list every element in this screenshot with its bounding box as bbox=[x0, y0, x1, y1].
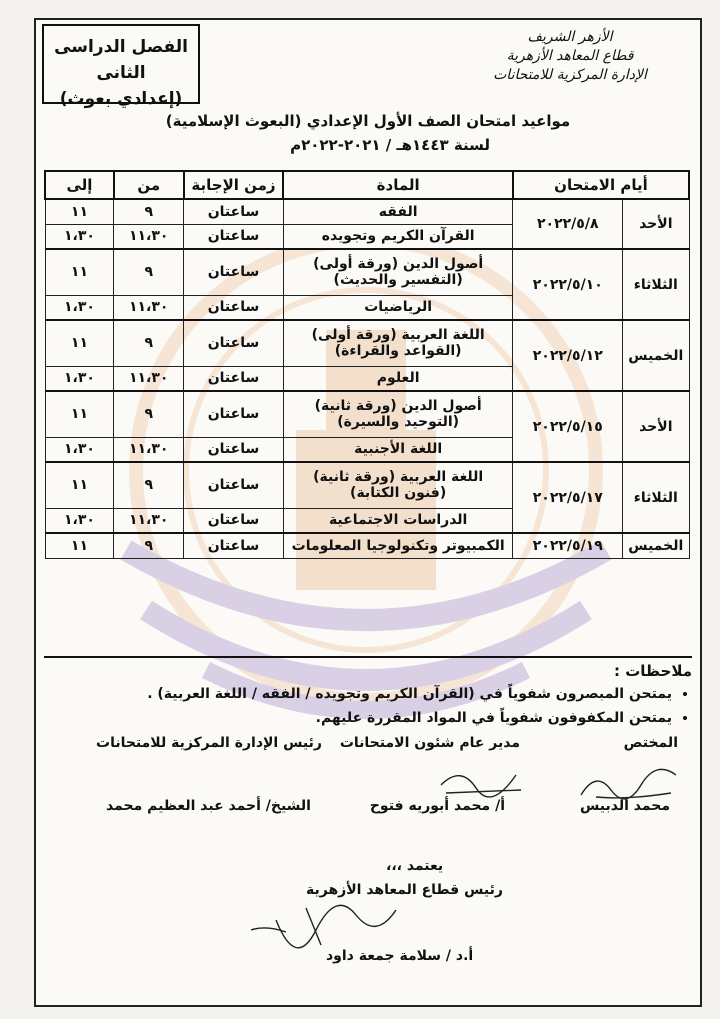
from-cell: ١١،٣٠ bbox=[114, 508, 184, 533]
subject-cell bbox=[283, 249, 513, 295]
exam-date: ٢٠٢٢/٥/١٢ bbox=[513, 320, 623, 391]
exam-date: ٢٠٢٢/٥/١٩ bbox=[513, 533, 623, 558]
to-cell: ١،٣٠ bbox=[45, 224, 114, 249]
page-subtitle: لسنة ١٤٤٣هـ / ٢٠٢١-٢٠٢٢م bbox=[290, 136, 490, 154]
term-label: الفصل الدراسى الثانى bbox=[54, 37, 188, 83]
duration-cell: ساعتان bbox=[184, 462, 284, 508]
schedule-table bbox=[44, 170, 690, 559]
col-subject: المادة bbox=[283, 171, 513, 199]
from-cell: ٩ bbox=[114, 249, 184, 295]
exam-date: ٢٠٢٢/٥/١٥ bbox=[513, 391, 623, 462]
sector-signature bbox=[246, 900, 406, 950]
duration-cell: ساعتان bbox=[184, 295, 284, 320]
notes-heading: ملاحظات : bbox=[613, 662, 692, 680]
to-cell: ١١ bbox=[45, 533, 114, 558]
note-item: • يمتحن المكفوفون شفوياً في المواد المقررة عليهم. bbox=[44, 706, 672, 730]
to-cell: ١١ bbox=[45, 462, 114, 508]
duration-cell: ساعتان bbox=[184, 199, 284, 224]
exam-day: الأحد bbox=[623, 391, 689, 462]
from-cell: ٩ bbox=[114, 199, 184, 224]
sector-name: أ.د / سلامة جمعة داود bbox=[326, 948, 474, 964]
col-from: من bbox=[114, 171, 184, 199]
table-row bbox=[45, 391, 689, 437]
director-signature bbox=[436, 760, 526, 800]
subject-line: العلوم bbox=[376, 370, 420, 387]
from-cell: ٩ bbox=[114, 462, 184, 508]
subject-line: الدراسات الاجتماعية bbox=[328, 512, 468, 529]
exam-day: الأحد bbox=[623, 199, 689, 249]
to-cell: ١،٣٠ bbox=[45, 437, 114, 462]
to-cell: ١١ bbox=[45, 249, 114, 295]
subject-cell bbox=[283, 224, 513, 249]
subject-line: الكمبيوتر وتكنولوجيا المعلومات bbox=[291, 537, 505, 554]
exam-date: ٢٠٢٢/٥/٨ bbox=[513, 199, 623, 249]
from-cell: ١١،٣٠ bbox=[114, 366, 184, 391]
exam-date: ٢٠٢٢/٥/١٠ bbox=[513, 249, 623, 320]
table-header-row bbox=[45, 171, 689, 199]
director-title: مدير عام شئون الامتحانات bbox=[339, 735, 520, 751]
table-row bbox=[45, 320, 689, 366]
specialist-name: محمد الدبيس bbox=[579, 798, 670, 814]
to-cell: ١،٣٠ bbox=[45, 508, 114, 533]
subject-line: الفقه bbox=[378, 203, 418, 220]
head-title: رئيس الإدارة المركزية للامتحانات bbox=[96, 735, 322, 751]
duration-cell: ساعتان bbox=[184, 320, 284, 366]
exam-day: الثلاثاء bbox=[623, 462, 689, 533]
subject-cell bbox=[283, 320, 513, 366]
col-duration: زمن الإجابة bbox=[184, 171, 284, 199]
subject-cell bbox=[283, 533, 513, 558]
org-line: الإدارة المركزية للامتحانات bbox=[493, 67, 647, 83]
duration-cell: ساعتان bbox=[184, 437, 284, 462]
duration-cell: ساعتان bbox=[184, 508, 284, 533]
from-cell: ١١،٣٠ bbox=[114, 437, 184, 462]
duration-cell: ساعتان bbox=[184, 249, 284, 295]
specialist-title: المختص bbox=[623, 735, 678, 751]
table-row bbox=[45, 249, 689, 295]
duration-cell: ساعتان bbox=[184, 366, 284, 391]
subject-line: القرآن الكريم وتجويده bbox=[321, 228, 475, 245]
track-label: (إعدادي بعوث) bbox=[59, 89, 183, 109]
sector-title: رئيس قطاع المعاهد الأزهرية bbox=[306, 882, 503, 898]
duration-cell: ساعتان bbox=[184, 224, 284, 249]
notes-section bbox=[44, 656, 692, 730]
subject-line: (فنون الكتابة) bbox=[350, 485, 447, 502]
from-cell: ٩ bbox=[114, 391, 184, 437]
table-row bbox=[45, 533, 689, 558]
subject-line: اللغة الأجنبية bbox=[354, 441, 443, 458]
from-cell: ١١،٣٠ bbox=[114, 224, 184, 249]
exam-date: ٢٠٢٢/٥/١٧ bbox=[513, 462, 623, 533]
exam-schedule-document bbox=[34, 18, 702, 1007]
org-line: الأزهر الشريف bbox=[527, 29, 613, 45]
subject-cell bbox=[283, 366, 513, 391]
subject-cell bbox=[283, 295, 513, 320]
to-cell: ١١ bbox=[45, 320, 114, 366]
subject-cell bbox=[283, 199, 513, 224]
exam-day: الخميس bbox=[623, 533, 689, 558]
director-name: أ/ محمد أبوريه فتوح bbox=[369, 798, 505, 814]
col-days: أيام الامتحان bbox=[513, 171, 689, 199]
from-cell: ٩ bbox=[114, 320, 184, 366]
duration-cell: ساعتان bbox=[184, 391, 284, 437]
subject-cell bbox=[283, 508, 513, 533]
org-header bbox=[450, 28, 690, 85]
subject-line: أصول الدين (ورقة أولى) bbox=[313, 256, 484, 273]
subject-line: (التفسير والحديث) bbox=[333, 272, 463, 289]
from-cell: ٩ bbox=[114, 533, 184, 558]
to-cell: ١١ bbox=[45, 199, 114, 224]
note-item: • يمتحن المبصرون شفوياً في (القرآن الكريم وتجويده / الفقه / اللغة العربية) . bbox=[44, 682, 672, 706]
subject-line: أصول الدين (ورقة ثانية) bbox=[314, 398, 482, 415]
subject-cell bbox=[283, 462, 513, 508]
head-name: الشيخ/ أحمد عبد العظيم محمد bbox=[106, 798, 311, 814]
term-box bbox=[42, 24, 200, 109]
to-cell: ١،٣٠ bbox=[45, 366, 114, 391]
table-row bbox=[45, 199, 689, 224]
to-cell: ١١ bbox=[45, 391, 114, 437]
subject-line: الرياضيات bbox=[364, 299, 433, 316]
subject-line: (التوحيد والسيرة) bbox=[337, 414, 460, 431]
subject-line: (القواعد والقراءة) bbox=[334, 343, 462, 360]
page-title: مواعيد امتحان الصف الأول الإعدادي (البعوث الإسلامية) bbox=[165, 112, 571, 130]
duration-cell: ساعتان bbox=[184, 533, 284, 558]
to-cell: ١،٣٠ bbox=[45, 295, 114, 320]
approve-label: يعتمد ،،، bbox=[386, 858, 444, 874]
schedule-body bbox=[45, 199, 689, 558]
subject-line: اللغة العربية (ورقة ثانية) bbox=[313, 469, 484, 486]
from-cell: ١١،٣٠ bbox=[114, 295, 184, 320]
exam-day: الخميس bbox=[623, 320, 689, 391]
exam-day: الثلاثاء bbox=[623, 249, 689, 320]
org-line: قطاع المعاهد الأزهرية bbox=[506, 48, 634, 64]
subject-cell bbox=[283, 391, 513, 437]
table-row bbox=[45, 462, 689, 508]
col-to: إلى bbox=[45, 171, 114, 199]
subject-cell bbox=[283, 437, 513, 462]
subject-line: اللغة العربية (ورقة أولى) bbox=[311, 327, 485, 344]
